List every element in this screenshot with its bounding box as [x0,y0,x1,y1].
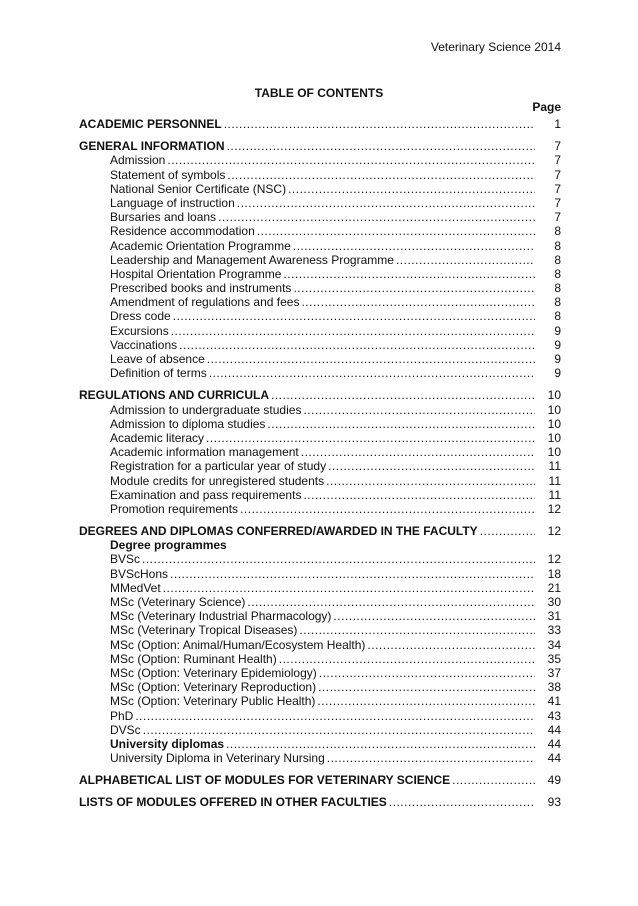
dot-leader [303,403,535,417]
dot-leader [240,502,535,516]
toc-item[interactable] [79,751,561,765]
toc-item[interactable] [79,267,561,281]
toc-subheading [79,538,561,552]
toc-section[interactable] [79,795,561,809]
toc-item-label: Prescribed books and instruments [110,281,292,296]
toc-page-number: 9 [554,323,561,338]
toc-page-number: 7 [554,210,561,225]
toc-item[interactable] [79,309,561,323]
toc-section[interactable] [79,524,561,538]
toc-item-label: Bursaries and loans [110,210,217,225]
toc-page-number: 49 [547,773,561,788]
toc-item[interactable] [79,366,561,380]
dot-leader [279,652,535,666]
dot-leader [318,680,535,694]
toc-item-label: Leave of absence [110,352,205,366]
toc-item-label: Academic literacy [110,430,205,445]
toc-item[interactable] [79,281,561,295]
toc-page-number: 8 [554,295,561,310]
toc-page-number: 10 [547,430,561,445]
toc-item[interactable] [79,253,561,267]
toc-item[interactable] [79,623,561,637]
dot-leader [209,366,535,380]
toc-item-label: Excursions [110,323,169,338]
toc-item[interactable] [79,295,561,309]
dot-leader [171,324,535,338]
toc-item[interactable] [79,431,561,445]
toc-section-label: GENERAL INFORMATION [79,139,225,154]
toc-item-list [79,552,561,765]
running-header: Veterinary Science 2014 [430,40,561,54]
toc-page-number: 8 [554,238,561,253]
toc-item-label: Examination and pass requirements [110,487,302,502]
toc-page-number: 38 [547,680,561,695]
toc-item-label: MSc (Veterinary Science) [110,595,246,609]
dot-leader [224,117,535,131]
toc-item-label: MSc (Option: Veterinary Epidemiology) [110,665,317,680]
dot-leader [163,581,535,595]
toc-item-label: Definition of terms [110,366,207,381]
toc-item-label: BVSc [110,552,141,567]
toc-item-label: Amendment of regulations and fees [110,295,300,310]
dot-leader [367,638,535,652]
toc-item-label: Leadership and Management Awareness Programme [110,252,394,267]
toc-page-number: 21 [547,580,561,595]
dot-leader [303,488,535,502]
dot-leader [142,552,535,566]
toc-item[interactable] [79,224,561,238]
toc-item-label: Statement of symbols [110,167,226,182]
toc-page-number: 9 [554,337,561,352]
toc-item[interactable] [79,709,561,723]
toc-page-number: 35 [547,651,561,666]
dot-leader [301,445,535,459]
toc-item[interactable] [79,595,561,609]
toc-item-label: PhD [110,708,134,723]
toc-page-number: 8 [554,266,561,281]
toc-item-label: MSc (Option: Animal/Human/Ecosystem Health) [110,637,366,652]
toc-item[interactable] [79,459,561,473]
toc-page-number: 7 [554,181,561,196]
dot-leader [396,253,535,267]
toc-item[interactable] [79,581,561,595]
toc-item-label: University Diploma in Veterinary Nursing [110,751,325,766]
toc-page-number: 18 [547,566,561,581]
toc-section-label: ACADEMIC PERSONNEL [79,117,222,131]
toc-page-number: 7 [554,195,561,210]
toc-page-number: 12 [547,524,561,539]
toc-item-label: MSc (Veterinary Industrial Pharmacology) [110,609,332,624]
toc-page-number: 37 [547,665,561,680]
toc-item[interactable] [79,737,561,751]
dot-leader [237,196,535,210]
toc-item-label: MSc (Veterinary Tropical Diseases) [110,623,298,638]
toc-item[interactable] [79,153,561,167]
toc-item-label: Academic information management [110,445,299,460]
toc-item-label: Admission to diploma studies [110,416,266,431]
toc-page-number: 10 [547,445,561,460]
toc-item-label: MMedVet [110,580,161,595]
toc-item-label: Module credits for unregistered students [110,473,325,488]
toc-item-label: Academic Orientation Programme [110,238,291,253]
toc-item-label: MSc (Option: Veterinary Public Health) [110,694,316,709]
toc-item[interactable] [79,652,561,666]
toc-item[interactable] [79,338,561,352]
toc-item-label: Residence accommodation [110,224,255,239]
page-column-label: Page [532,100,561,114]
toc-item[interactable] [79,352,561,366]
toc-page-number: 93 [547,795,561,810]
toc-page-number: 44 [547,722,561,737]
toc-item[interactable] [79,666,561,680]
toc-page-number: 30 [547,595,561,609]
dot-leader [267,417,535,431]
toc-subheading-label: Degree programmes [110,538,227,553]
toc-item-label: University diplomas [110,736,225,751]
toc-item[interactable] [79,609,561,623]
toc-page-number: 7 [554,167,561,182]
toc-page-number: 8 [554,309,561,324]
toc-title: TABLE OF CONTENTS [254,86,384,100]
dot-leader [206,431,535,445]
dot-leader [227,139,535,153]
dot-leader [333,609,535,623]
toc-page-number: 11 [548,473,561,488]
toc-item[interactable] [79,182,561,196]
toc-item-label: Admission to undergraduate studies [110,402,302,417]
toc-page-number: 11 [548,487,561,502]
toc-page-number: 7 [554,153,561,168]
toc-page-number: 43 [547,708,561,723]
toc-item-label: BVScHons [110,566,169,581]
toc-page-number: 33 [547,623,561,638]
dot-leader [135,709,535,723]
dot-leader [299,623,535,637]
toc-item-label: Registration for a particular year of study [110,459,327,474]
toc-item-label: Promotion requirements [110,501,239,516]
toc-item[interactable] [79,638,561,652]
toc-item-label: Hospital Orientation Programme [110,266,282,281]
dot-leader [207,352,535,366]
toc-item[interactable] [79,196,561,210]
dot-leader [170,567,535,581]
toc-item[interactable] [79,723,561,737]
dot-leader [288,182,535,196]
toc-section[interactable] [79,117,561,131]
dot-leader [179,338,535,352]
dot-leader [480,524,535,538]
toc-page-number: 34 [547,637,561,652]
dot-leader [317,694,535,708]
toc-section[interactable] [79,139,561,153]
toc-section[interactable] [79,388,561,402]
toc-section-label: LISTS OF MODULES OFFERED IN OTHER FACULTIES [79,795,387,810]
dot-leader [167,153,535,167]
toc-item[interactable] [79,210,561,224]
toc-section-label: REGULATIONS AND CURRICULA [79,388,269,403]
toc-item[interactable] [79,567,561,581]
dot-leader [293,239,535,253]
toc-item[interactable] [79,239,561,253]
toc-page-number: 44 [547,751,561,766]
toc-item-list [79,403,561,517]
toc-item[interactable] [79,403,561,417]
toc-item[interactable] [79,474,561,488]
toc-item[interactable] [79,445,561,459]
toc-item[interactable] [79,417,561,431]
dot-leader [389,795,535,809]
dot-leader [143,723,535,737]
dot-leader [319,666,535,680]
dot-leader [328,459,535,473]
dot-leader [218,210,535,224]
toc-item[interactable] [79,324,561,338]
toc-page-number: 10 [547,388,561,403]
toc-item-label: MSc (Option: Veterinary Reproduction) [110,680,317,695]
dot-leader [326,474,535,488]
dot-leader [283,267,535,281]
dot-leader [293,281,535,295]
toc-page-number: 10 [547,416,561,431]
toc-item[interactable] [79,488,561,502]
dot-leader [226,737,535,751]
dot-leader [301,295,535,309]
toc-item-list [79,153,561,380]
toc-item-label: MSc (Option: Ruminant Health) [110,651,277,666]
toc-item[interactable] [79,680,561,694]
table-of-contents [79,117,561,810]
toc-item[interactable] [79,694,561,708]
toc-page-number: 10 [547,402,561,417]
dot-leader [452,773,535,787]
toc-page-number: 11 [548,459,561,474]
toc-page-number: 8 [554,224,561,239]
toc-item-label: Vaccinations [110,337,178,352]
toc-item-label: DVSc [110,722,141,737]
toc-item-label: National Senior Certificate (NSC) [110,181,287,196]
dot-leader [247,595,535,609]
toc-item-label: Admission [110,153,166,168]
toc-page-number: 1 [554,117,561,131]
toc-item[interactable] [79,552,561,566]
toc-section-label: ALPHABETICAL LIST OF MODULES FOR VETERINARY SCIENCE [79,773,451,788]
dot-leader [271,388,535,402]
dot-leader [173,309,535,323]
dot-leader [227,168,535,182]
toc-page-number: 7 [554,139,561,154]
toc-page-number: 9 [554,352,561,366]
toc-page-number: 12 [547,552,561,567]
dot-leader [257,224,535,238]
toc-page-number: 9 [554,366,561,381]
dot-leader [327,751,535,765]
toc-item-label: Language of instruction [110,195,235,210]
toc-section-label: DEGREES AND DIPLOMAS CONFERRED/AWARDED IN THE FACULTY [79,524,478,539]
toc-section[interactable] [79,773,561,787]
toc-page-number: 8 [554,252,561,267]
toc-page-number: 12 [547,501,561,516]
toc-page-number: 44 [547,736,561,751]
toc-page-number: 41 [547,694,561,709]
toc-item[interactable] [79,168,561,182]
toc-item[interactable] [79,502,561,516]
toc-item-label: Dress code [110,309,171,324]
toc-page-number: 8 [554,281,561,296]
toc-page-number: 31 [547,609,561,624]
